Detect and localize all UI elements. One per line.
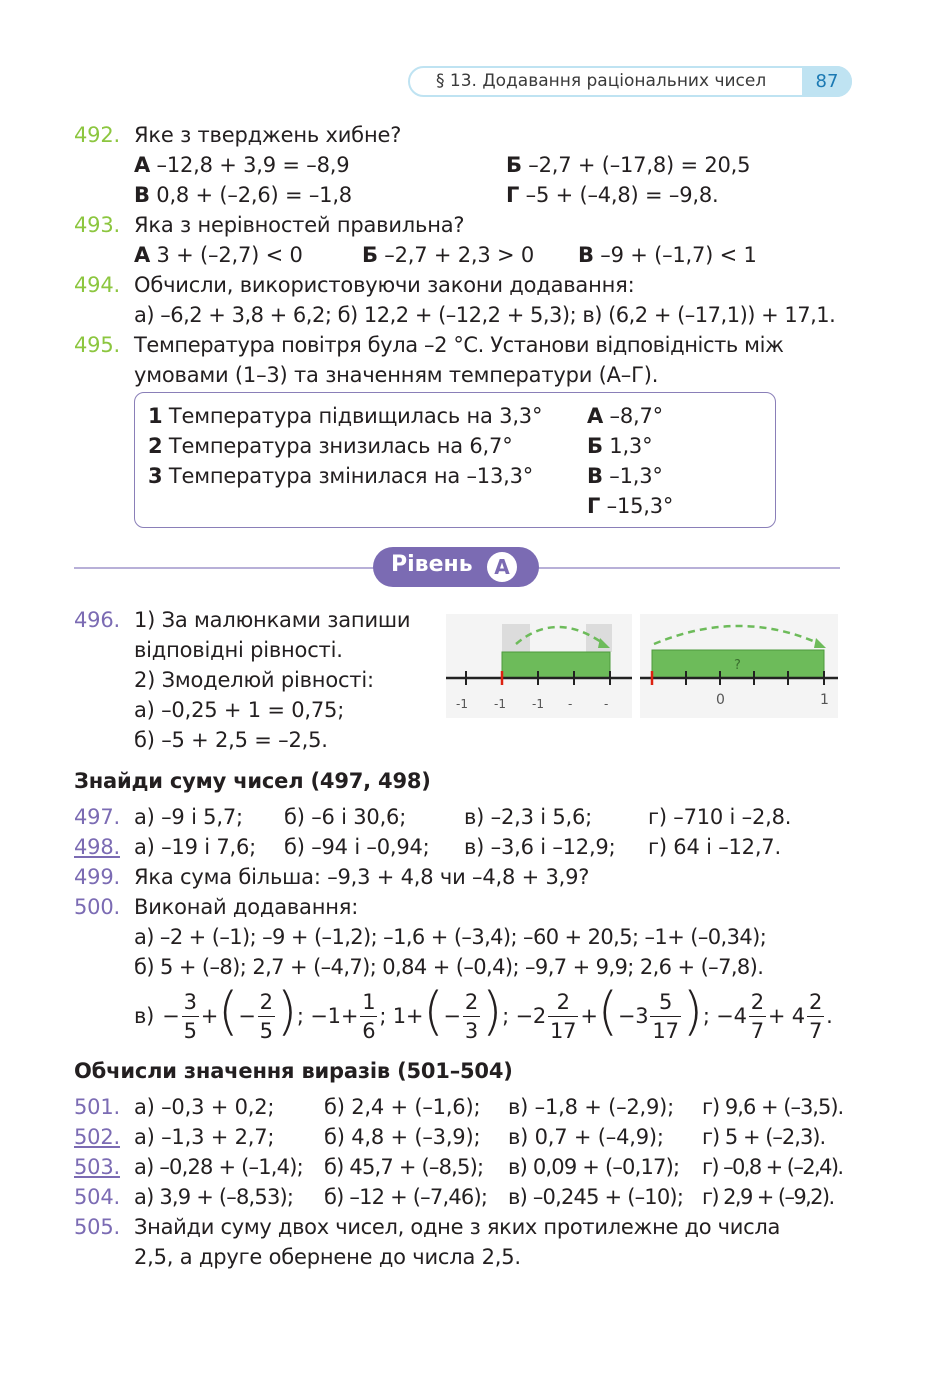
condition-1: 1 Температура підвищилась на 3,3° xyxy=(148,404,543,428)
problem-number: 504. xyxy=(74,1185,120,1209)
level-badge xyxy=(373,547,539,587)
problem-number: 495. xyxy=(74,333,120,357)
item-a: а) –0,3 + 0,2; xyxy=(134,1095,275,1119)
option-a: А 3 + (–2,7) < 0 xyxy=(134,243,303,267)
problem-text: Знайди суму двох чисел, одне з яких протилежне до числа xyxy=(134,1215,781,1239)
item-c: в) –3,6 і –12,9; xyxy=(464,835,616,859)
item-d: г) 5 + (–2,3). xyxy=(702,1125,826,1149)
problem-line: а) –0,25 + 1 = 0,75; xyxy=(134,698,345,722)
item-a: а) –19 і 7,6; xyxy=(134,835,257,859)
option-d: Г –5 + (–4,8) = –9,8. xyxy=(506,183,719,207)
problem-items: а) –6,2 + 3,8 + 6,2; б) 12,2 + (–12,2 + 5,3); в) (6,2 + (–17,1)) + 17,1. xyxy=(134,303,836,327)
svg-text:-: - xyxy=(604,697,609,711)
page-number: 87 xyxy=(802,66,852,97)
item-c: в) 0,7 + (–4,9); xyxy=(508,1125,664,1149)
item-b: б) –12 + (–7,46); xyxy=(324,1185,488,1209)
problem-text: Температура повітря була –2 °C. Установи відповідність між xyxy=(134,333,784,357)
svg-text:-1: -1 xyxy=(494,697,506,711)
problem-line: б) –5 + 2,5 = –2,5. xyxy=(134,728,328,752)
answer-c: В –1,3° xyxy=(587,464,663,488)
item-b: б) –6 і 30,6; xyxy=(284,805,407,829)
item-c: в) 0,09 + (–0,17); xyxy=(508,1155,680,1179)
item-d: г) 9,6 + (–3,5). xyxy=(702,1095,844,1119)
problem-text: Обчисли, використовуючи закони додавання: xyxy=(134,273,635,297)
problem-number: 503. xyxy=(74,1155,120,1179)
item-d: г) 64 і –12,7. xyxy=(648,835,781,859)
problem-number: 498. xyxy=(74,835,120,859)
condition-2: 2 Температура знизилась на 6,7° xyxy=(148,434,513,458)
problem-number: 496. xyxy=(74,608,120,632)
problem-line: 2) Змоделюй рівності: xyxy=(134,668,374,692)
svg-text:-: - xyxy=(568,697,573,711)
item-c: в) –1,8 + (–2,9); xyxy=(508,1095,675,1119)
option-c: В 0,8 + (–2,6) = –1,8 xyxy=(134,183,352,207)
condition-3: 3 Температура змінилася на –13,3° xyxy=(148,464,534,488)
svg-text:?: ? xyxy=(734,658,741,673)
item-a: а) –0,28 + (–1,4); xyxy=(134,1155,303,1179)
svg-text:-1: -1 xyxy=(532,697,544,711)
answer-a: А –8,7° xyxy=(587,404,663,428)
problem-line: відповідні рівності. xyxy=(134,638,343,662)
item-d: г) 2,9 + (–9,2). xyxy=(702,1185,834,1209)
section-heading: Знайди суму чисел (497, 498) xyxy=(74,769,431,793)
problem-text: Виконай додавання: xyxy=(134,895,359,919)
problem-text: Яка з нерівностей правильна? xyxy=(134,213,465,237)
level-label: Рівень xyxy=(391,552,473,577)
item-a: а) –9 і 5,7; xyxy=(134,805,243,829)
item-b: б) 45,7 + (–8,5); xyxy=(324,1155,484,1179)
green-bar xyxy=(502,652,610,678)
item-c: в) –2,3 і 5,6; xyxy=(464,805,592,829)
option-b: Б –2,7 + (–17,8) = 20,5 xyxy=(506,153,751,177)
problem-text: 2,5, а друге обернене до числа 2,5. xyxy=(134,1245,521,1269)
svg-text:1: 1 xyxy=(820,692,829,708)
number-line-figure-2 xyxy=(640,614,838,718)
section-heading: Обчисли значення виразів (501–504) xyxy=(74,1059,513,1083)
items-b: б) 5 + (–8); 2,7 + (–4,7); 0,84 + (–0,4); –9,7 + 9,9; 2,6 + (–7,8). xyxy=(134,955,764,979)
item-b: б) 4,8 + (–3,9); xyxy=(324,1125,481,1149)
problem-number: 502. xyxy=(74,1125,120,1149)
item-a: а) –1,3 + 2,7; xyxy=(134,1125,275,1149)
problem-number: 501. xyxy=(74,1095,120,1119)
item-a: а) 3,9 + (–8,53); xyxy=(134,1185,294,1209)
problem-number: 493. xyxy=(74,213,120,237)
problem-text: Яка сума більша: –9,3 + 4,8 чи –4,8 + 3,9? xyxy=(134,865,590,889)
problem-number: 492. xyxy=(74,123,120,147)
item-b: б) 2,4 + (–1,6); xyxy=(324,1095,481,1119)
option-b: Б –2,7 + 2,3 > 0 xyxy=(362,243,535,267)
problem-number: 500. xyxy=(74,895,120,919)
item-d: г) –710 і –2,8. xyxy=(648,805,792,829)
problem-line: 1) За малюнками запиши xyxy=(134,608,411,632)
option-c: В –9 + (–1,7) < 1 xyxy=(578,243,757,267)
problem-text: Яке з тверджень хибне? xyxy=(134,123,402,147)
answer-d: Г –15,3° xyxy=(587,494,674,518)
items-c: в) − $\frac{3}{5}$ + ( − $\frac{2}{5}$ ) ; −1+ $\frac{1}{6}$ ; 1+ ( − $\frac{2}{3}$ ) ; −2 $\frac{2}{17}$ + ( −3 $\frac{5}{17}$ ) ; −4 $\frac{2}{7}$ + 4 $\frac{2}{7}$ . xyxy=(134,982,833,1043)
item-label: в) xyxy=(134,1004,155,1028)
problem-number: 494. xyxy=(74,273,120,297)
svg-text:0: 0 xyxy=(716,692,725,708)
problem-number: 497. xyxy=(74,805,120,829)
svg-text:-1: -1 xyxy=(456,697,468,711)
page-header xyxy=(408,66,852,97)
number-line-figure-1 xyxy=(446,614,632,718)
level-letter: А xyxy=(487,552,517,582)
problem-number: 499. xyxy=(74,865,120,889)
section-title: § 13. Додавання раціональних чисел xyxy=(436,71,767,91)
answer-b: Б 1,3° xyxy=(587,434,653,458)
problem-text: умовами (1–3) та значенням температури (А–Г). xyxy=(134,363,659,387)
item-c: в) –0,245 + (–10); xyxy=(508,1185,684,1209)
item-b: б) –94 і –0,94; xyxy=(284,835,430,859)
item-d: г) –0,8 + (–2,4). xyxy=(702,1155,843,1179)
option-a: А –12,8 + 3,9 = –8,9 xyxy=(134,153,350,177)
problem-number: 505. xyxy=(74,1215,120,1239)
items-a: а) –2 + (–1); –9 + (–1,2); –1,6 + (–3,4); –60 + 20,5; –1+ (–0,34); xyxy=(134,925,767,949)
